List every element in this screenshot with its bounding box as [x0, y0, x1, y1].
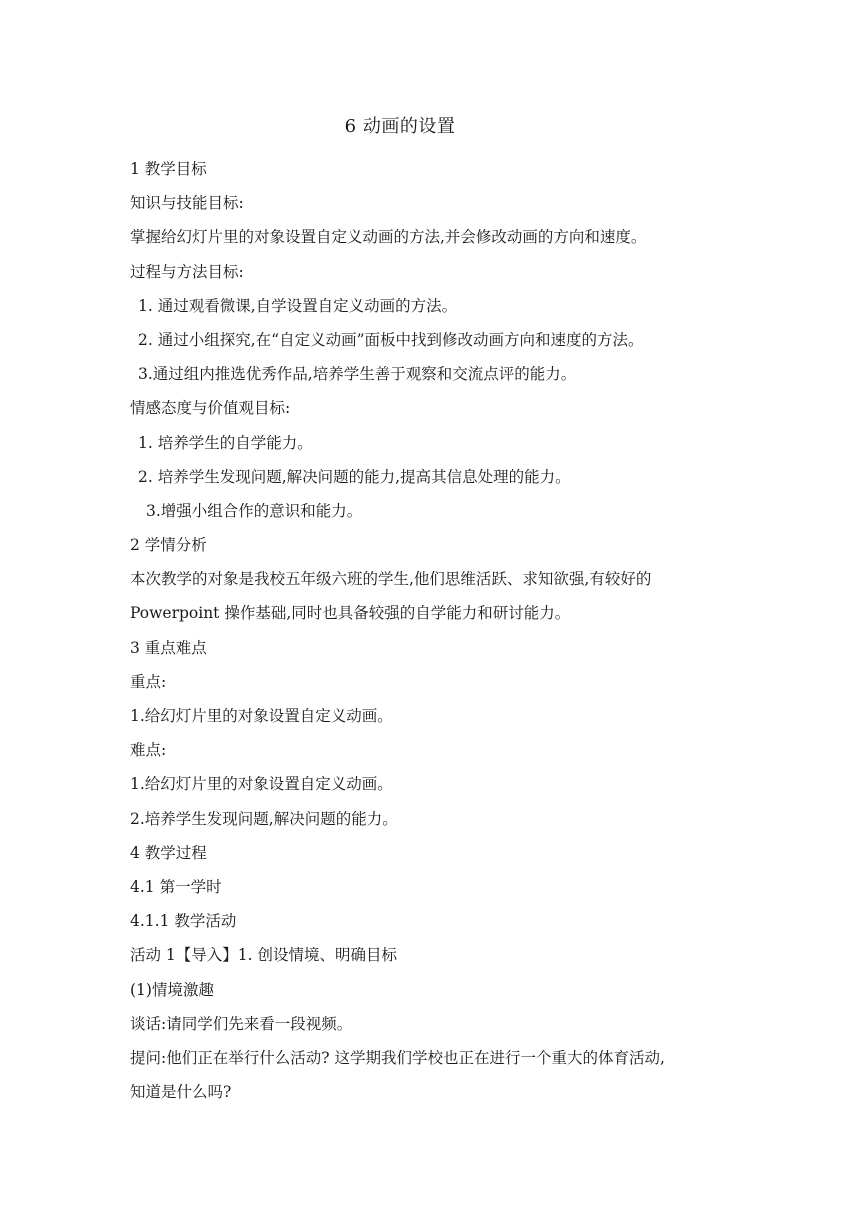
text-line: 4 教学过程 [130, 843, 207, 862]
text-line: 3.通过组内推选优秀作品,培养学生善于观察和交流点评的能力。 [138, 365, 577, 384]
text-line: 4.1 第一学时 [130, 877, 222, 896]
text-line: 3.增强小组合作的意识和能力。 [146, 501, 363, 520]
text-line: 2. 培养学生发现问题,解决问题的能力,提高其信息处理的能力。 [138, 467, 571, 486]
text-line: 重点: [130, 672, 167, 691]
text-line: 知道是什么吗? [130, 1083, 232, 1102]
text-line: 1. 培养学生的自学能力。 [138, 433, 313, 452]
text-line: 知识与技能目标: [130, 194, 244, 213]
text-line: 活动 1【导入】1. 创设情境、明确目标 [130, 946, 398, 965]
text-line: (1)情境激趣 [130, 980, 214, 999]
text-line: 2 学情分析 [130, 536, 207, 555]
text-line: 难点: [130, 741, 167, 760]
text-line: 提问:他们正在举行什么活动? 这学期我们学校也正在进行一个重大的体育活动, [130, 1048, 665, 1067]
text-line: 4.1.1 教学活动 [130, 912, 237, 931]
text-line: 本次教学的对象是我校五年级六班的学生,他们思维活跃、求知欲强,有较好的 [130, 570, 652, 589]
text-line: 过程与方法目标: [130, 262, 244, 281]
text-line: 1.给幻灯片里的对象设置自定义动画。 [130, 707, 393, 725]
text-line: 2.培养学生发现问题,解决问题的能力。 [130, 809, 398, 828]
text-line: 掌握给幻灯片里的对象设置自定义动画的方法,并会修改动画的方向和速度。 [130, 228, 647, 247]
text-line: Powerpoint 操作基础,同时也具备较强的自学能力和研讨能力。 [130, 604, 571, 623]
text-line: 2. 通过小组探究,在“自定义动画”面板中找到修改动画方向和速度的方法。 [138, 330, 644, 349]
text-line: 3 重点难点 [130, 638, 207, 657]
text-line: 1 教学目标 [130, 160, 207, 178]
document-body [130, 152, 770, 1109]
text-line: 情感态度与价值观目标: [130, 399, 291, 418]
text-line: 1.给幻灯片里的对象设置自定义动画。 [130, 775, 393, 794]
document-title: 6 动画的设置 [344, 116, 456, 137]
text-line: 谈话:请同学们先来看一段视频。 [130, 1014, 353, 1033]
text-line: 1. 通过观看微课,自学设置自定义动画的方法。 [138, 296, 458, 315]
